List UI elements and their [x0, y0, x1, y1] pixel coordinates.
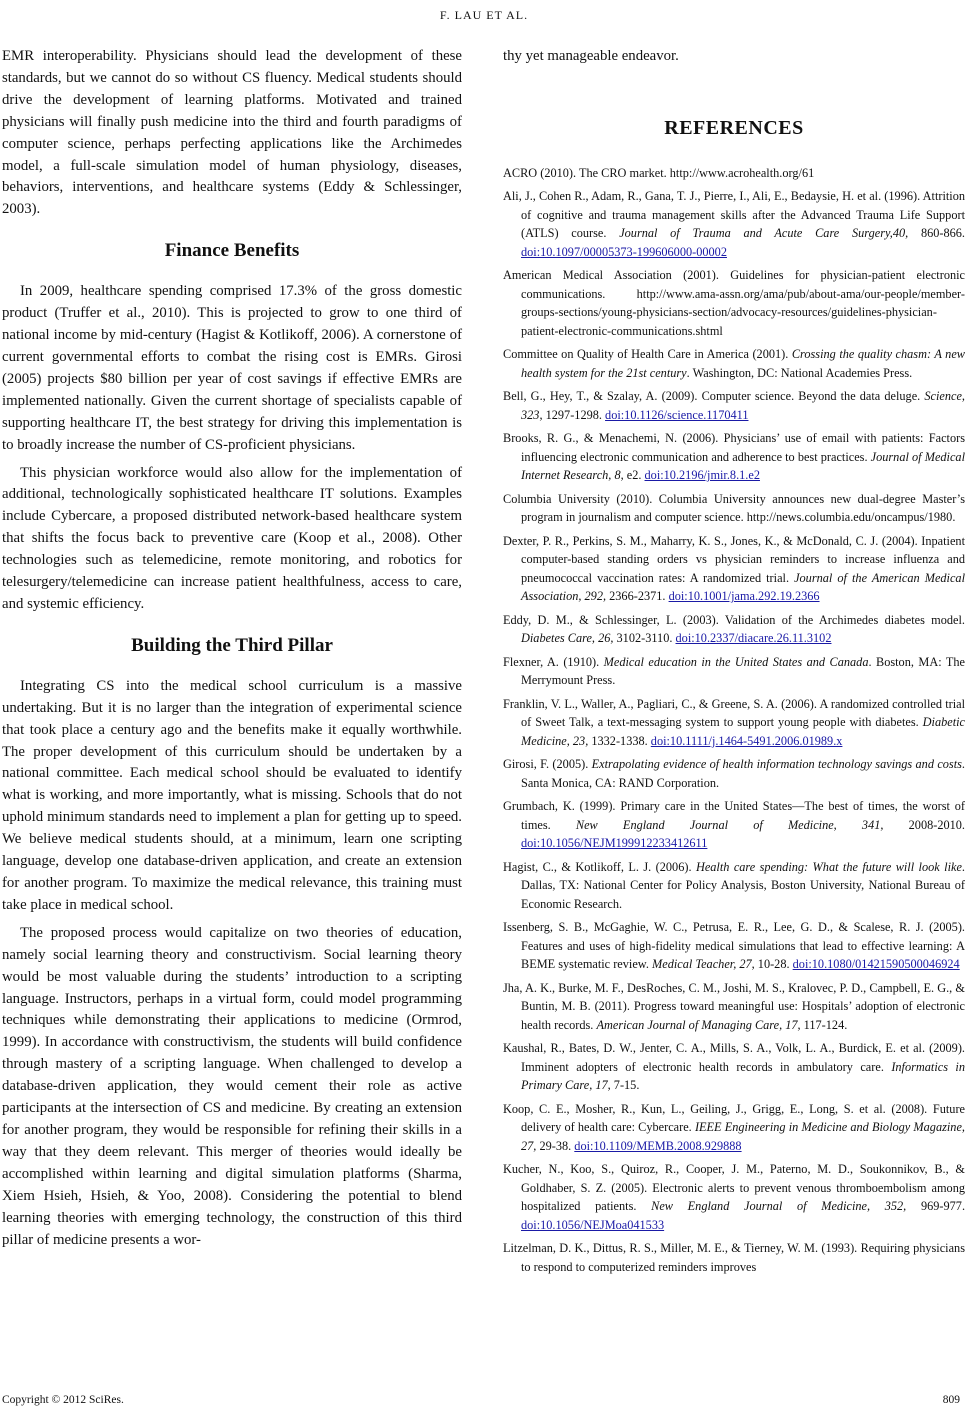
reference-text: Dexter, P. R., Perkins, S. M., Maharry, K. S., Jones, K., & McDonald, C. J. (2004). Inpatient computer-based standing orders vs physician reminders to increase influenza and pneumococcal vaccination rates: A randomized trial.: [503, 533, 965, 585]
reference-journal: Extrapolating evidence of health information technology savings and costs: [591, 757, 962, 772]
reference-pages: 969-977.: [906, 1199, 966, 1214]
reference-text: Columbia University (2010). Columbia University announces new dual-degree Master’s program in journalism and computer science. http://news.columbia.edu/oncampus/1980.: [503, 491, 965, 525]
references-heading: REFERENCES: [664, 116, 804, 139]
reference-journal: Diabetic Medicine, 23,: [521, 715, 965, 748]
reference-doi-link[interactable]: doi:10.1001/jama.292.19.2366: [668, 589, 820, 604]
copyright-footer: Copyright © 2012 SciRes.: [2, 1394, 124, 1406]
reference-doi-link[interactable]: doi:10.1080/01421590500046924: [792, 957, 960, 972]
reference-entry: [503, 797, 965, 853]
reference-entry: [503, 532, 965, 606]
reference-text: Grumbach, K. (1999). Primary care in the United States—The best of times, the worst of times.: [503, 799, 965, 832]
reference-entry: [503, 1039, 965, 1095]
reference-pages: 10-28.: [754, 957, 793, 972]
reference-doi-link[interactable]: doi:10.1109/MEMB.2008.929888: [574, 1138, 742, 1153]
reference-pages: e2.: [623, 468, 642, 483]
reference-pages: 1332-1338.: [588, 733, 648, 748]
reference-pages: 1297-1298.: [542, 407, 606, 422]
reference-pages: . Washington, DC: National Academies Press.: [686, 365, 913, 380]
reference-entry: [503, 187, 965, 261]
reference-entry: [503, 345, 965, 382]
running-header: F. LAU ET AL.: [439, 8, 529, 22]
reference-text: Koop, C. E., Mosher, R., Kun, L., Geiling, J., Grigg, E., Long, S. et al. (2008). Future delivery of health care: Cybercare.: [503, 1101, 965, 1135]
reference-pages: 3102-3110.: [613, 631, 673, 646]
reference-text: Kaushal, R., Bates, D. W., Jenter, C. A., Mills, S. A., Volk, L. A., Burdick, E. et al. (2009). Imminent adopters of electronic health records in ambulatory care.: [503, 1041, 965, 1074]
reference-journal: Journal of Medical Internet Research, 8,: [521, 449, 965, 483]
reference-journal: Health care spending: What the future will look like: [695, 859, 962, 874]
reference-text: ACRO (2010). The CRO market. http://www.acrohealth.org/61: [503, 165, 815, 180]
reference-text: Litzelman, D. K., Dittus, R. S., Miller, M. E., & Tierney, W. M. (1993). Requiring physicians to respond to computerized reminders improves: [503, 1241, 965, 1274]
reference-text: American Medical Association (2001). Guidelines for physician-patient electronic communications. http://www.ama-assn.org/ama/pub/about-ama/our-people/member-groups-sections/young-physicians-section/advocacy-resources/guidelines-physician-patient-electronic-communications.shtml: [503, 268, 965, 338]
reference-journal: New England Journal of Medicine, 352,: [651, 1199, 907, 1214]
reference-journal: Medical education in the United States and Canada: [603, 654, 869, 669]
continuation-text: thy yet manageable endeavor.: [503, 48, 679, 64]
reference-entry: [503, 695, 965, 751]
reference-journal: Informatics in Primary Care, 17,: [521, 1059, 965, 1093]
reference-doi-link[interactable]: doi:10.1126/science.1170411: [605, 407, 749, 422]
reference-entry: [503, 755, 965, 792]
left-column: [2, 46, 462, 1257]
reference-entry: [503, 653, 965, 690]
reference-entry: [503, 164, 965, 183]
reference-entry: [503, 1160, 965, 1234]
reference-entry: [503, 1239, 965, 1276]
reference-text: Committee on Quality of Health Care in America (2001).: [503, 347, 792, 362]
reference-pages: . Boston, MA: The Merrymount Press.: [521, 654, 965, 688]
reference-doi-link[interactable]: doi:10.2196/jmir.8.1.e2: [644, 468, 760, 483]
reference-entry: [503, 979, 965, 1035]
reference-doi-link[interactable]: doi:10.1097/00005373-199606000-00002: [521, 244, 727, 259]
pillar-paragraph-2: The proposed process would capitalize on two theories of education, namely social learning theory and constructivism. Social learning theory would be most valuable during the students’ introduction to a scripting language. Instructors, perhaps in a virtual form, could model programming techniques while demonstrating their applications to medicine (Ormrod, 1999). In accordance with constructivism, the students will build confidence through mastery of a scripting language. When challenged to develop a database-driven application, they would cement their role as active participants at the intersection of CS and medicine. By creating an extension for another program, they would be responsible for refining their skills in a way that they deem relevant. This merger of theories would ideally be accomplished within learning and digital simulation platforms (Sharma, Xiem Hsieh, Hsieh, & Yoo, 2008). Considering the potential to blend learning theories with emerging technology, the construction of this third pillar of medicine presents a wor-: [2, 924, 462, 1248]
reference-pages: . Santa Monica, CA: RAND Corporation.: [521, 757, 965, 790]
reference-text: Girosi, F. (2005).: [503, 757, 592, 772]
reference-journal: American Journal of Managing Care, 17,: [596, 1017, 801, 1032]
reference-text: Bell, G., Hey, T., & Szalay, A. (2009). Computer science. Beyond the data deluge.: [503, 389, 925, 404]
reference-journal: Medical Teacher, 27,: [652, 957, 755, 972]
reference-doi-link[interactable]: doi:10.1111/j.1464-5491.2006.01989.x: [650, 733, 843, 748]
reference-doi-link[interactable]: doi:10.1056/NEJMoa041533: [521, 1217, 665, 1232]
pillar-paragraph-1: Integrating CS into the medical school curriculum is a massive undertaking. But it is no larger than the integration of experimental science that took place a century ago and the benefits make it equally worthwhile. The proper development of this curriculum should be undertaken by a national committee. Each medical school should be evaluated to identify what is working, and more importantly, what is missing. Schools that do not uphold minimum standards need to implement a plan for getting up to speed. We believe medical students should, at a minimum, learn one scripting language, develop one database-driven application, and create an extension for another program. To maximize the medical relevance, this training must take place in medical school.: [2, 677, 462, 913]
intro-paragraph: EMR interoperability. Physicians should lead the development of these standards, but we cannot do so without CS fluency. Medical students should drive the development of learning platforms. Motivated and trained physicians will finally push medicine into the third and fourth paradigms of computer science, perhaps perfecting applications like the Archimedes model, a full-scale simulation model of human physiology, diseases, behaviors, interventions, and healthcare systems (Eddy & Schlessinger, 2003).: [2, 48, 462, 218]
reference-text: Flexner, A. (1910).: [503, 654, 604, 669]
reference-doi-link[interactable]: doi:10.1056/NEJM199912233412611: [521, 836, 708, 851]
finance-heading: Finance Benefits: [164, 240, 300, 262]
reference-entry: [503, 611, 965, 648]
reference-pages: 7-15.: [610, 1078, 640, 1093]
reference-journal: New England Journal of Medicine, 341,: [575, 817, 884, 832]
reference-pages: 2366-2371.: [606, 589, 669, 604]
reference-text: Kucher, N., Koo, S., Quiroz, R., Cooper, J. M., Paterno, M. D., Soukonnikov, B., & Goldhaber, S. Z. (2005). Electronic alerts to prevent venous thromboembolism among hospitalized patients.: [503, 1162, 965, 1214]
reference-list: [503, 164, 965, 1277]
reference-entry: [503, 918, 965, 974]
reference-text: Issenberg, S. B., McGaghie, W. C., Petrusa, E. R., Lee, G. D., & Scalese, R. J. (2005). Features and uses of high-fidelity medical simulations that lead to effective learning: A BEME systematic review.: [503, 920, 965, 972]
reference-entry: [503, 858, 965, 914]
reference-entry: [503, 1100, 965, 1156]
reference-journal: Crossing the quality chasm: A new health system for the 21st century: [521, 347, 965, 380]
reference-text: Hagist, C., & Kotlikoff, L. J. (2006).: [503, 859, 696, 874]
reference-entry: [503, 387, 965, 424]
reference-entry: [503, 266, 965, 340]
reference-journal: Science, 323,: [521, 389, 965, 422]
reference-entry: [503, 429, 965, 485]
finance-paragraph-2: This physician workforce would also allow for the implementation of additional, technologically sophisticated healthcare IT solutions. Examples include Cybercare, a proposed distributed network-based healthcare system that shifts the focus back to preventive care (Koop et al., 2008). Other technologies such as telemedicine, remote monitoring, and robotics for telesurgery/telemedicine can increase patient healthfulness, access to care, and systemic efficiency.: [2, 464, 462, 612]
reference-pages: 2008-2010.: [883, 817, 966, 832]
reference-entry: [503, 490, 965, 527]
reference-pages: . Dallas, TX: National Center for Policy Analysis, Boston University, National Bureau of Economic Research.: [521, 859, 965, 911]
pillar-heading: Building the Third Pillar: [131, 634, 333, 656]
reference-journal: Journal of Trauma and Acute Care Surgery,40,: [619, 226, 909, 241]
reference-journal: Journal of the American Medical Association, 292,: [521, 570, 965, 604]
reference-text: Ali, J., Cohen R., Adam, R., Gana, T. J., Pierre, I., Ali, E., Bedaysie, H. et al. (1996). Attrition of cognitive and trauma management skills after the Advanced Trauma Life Support (ATLS) course.: [503, 189, 965, 241]
reference-text: Jha, A. K., Burke, M. F., DesRoches, C. M., Joshi, M. S., Kralovec, P. D., Campbell, E. G., & Buntin, M. B. (2011). Progress toward meaningful use: Hospitals’ adoption of electronic health records.: [503, 980, 965, 1032]
reference-text: Eddy, D. M., & Schlessinger, L. (2003). Validation of the Archimedes diabetes model.: [503, 612, 965, 627]
reference-text: Franklin, V. L., Waller, A., Pagliari, C., & Greene, S. A. (2006). A randomized controlled trial of Sweet Talk, a text-messaging system to support young people with diabetes.: [503, 696, 965, 730]
reference-journal: IEEE Engineering in Medicine and Biology Magazine, 27,: [521, 1120, 965, 1153]
right-column: [503, 46, 965, 1281]
reference-pages: 117-124.: [800, 1017, 848, 1032]
reference-pages: 29-38.: [536, 1138, 572, 1153]
reference-journal: Diabetes Care, 26,: [521, 631, 614, 646]
finance-paragraph-1: In 2009, healthcare spending comprised 17.3% of the gross domestic product (Truffer et al., 2010). This is projected to grow to one third of national income by mid-century (Hagist & Kotlikoff, 2006). A cornerstone of current governmental efforts to combat the rising cost is EMRs. Girosi (2005) projects $80 billion per year of cost savings if effective EMRs are implemented nationally. Given the current shortage of specialists capable of supporting healthcare IT, the best strategy for driving this implementation is to broadly increase the number of CS-proficient physicians.: [2, 283, 462, 453]
reference-pages: 860-866.: [908, 226, 966, 241]
reference-text: Brooks, R. G., & Menachemi, N. (2006). Physicians’ use of email with patients: Factors influencing electronic communication and adherence to best practices.: [503, 431, 965, 464]
reference-doi-link[interactable]: doi:10.2337/diacare.26.11.3102: [675, 631, 832, 646]
page-number: 809: [942, 1394, 960, 1406]
